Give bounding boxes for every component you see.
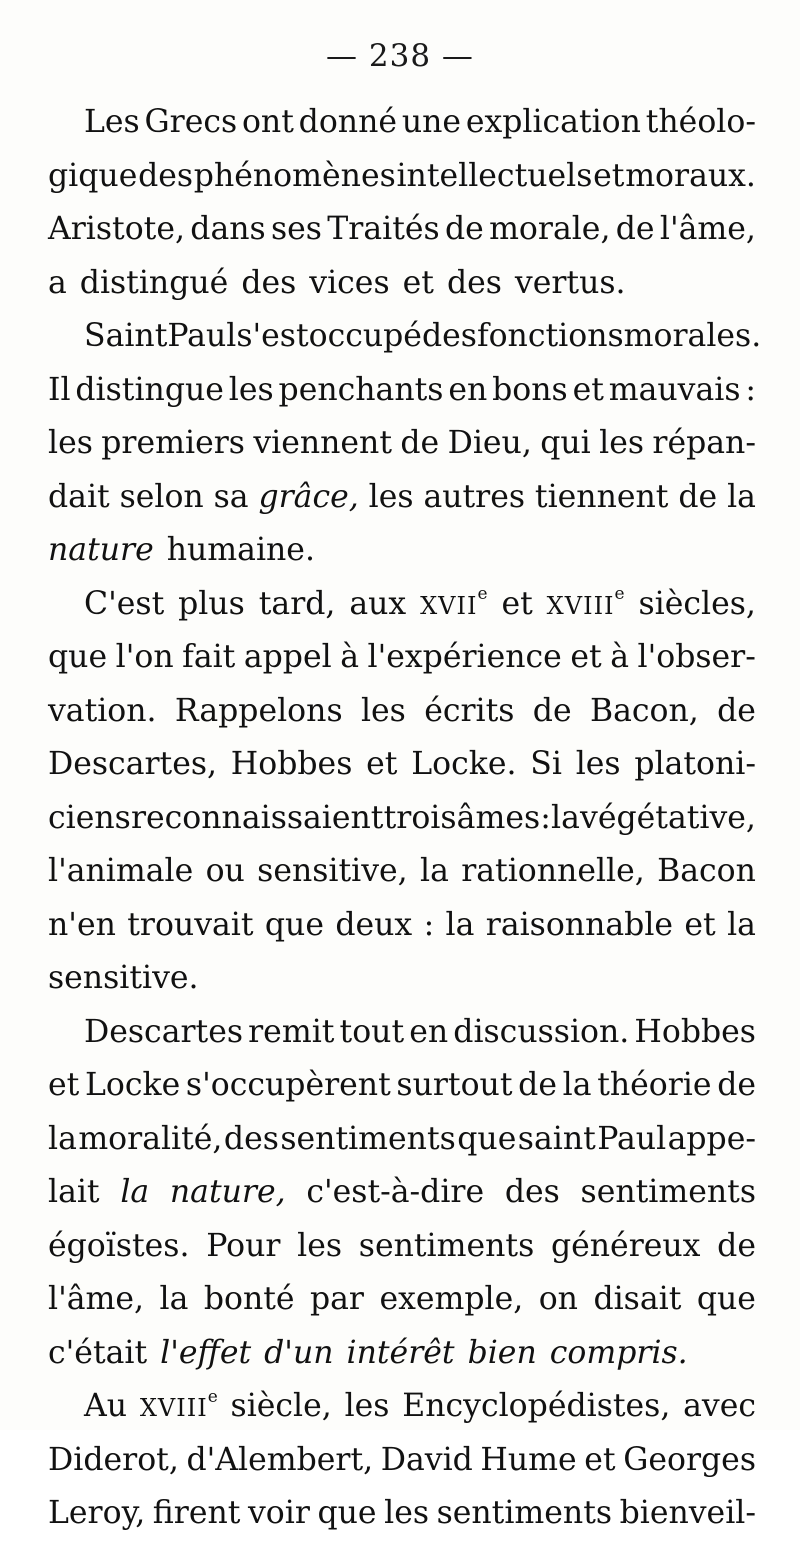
word: d'Alembert, <box>186 1441 374 1478</box>
word: que <box>457 1120 517 1157</box>
word: l'animale <box>48 853 194 889</box>
word: premiers <box>101 425 245 461</box>
word: Saint <box>84 318 168 354</box>
word: une <box>401 104 462 140</box>
word: de <box>518 1067 557 1103</box>
word: la <box>727 906 756 943</box>
word: de <box>444 211 484 247</box>
page-number: — 238 — <box>326 38 474 74</box>
word: grâce, <box>258 478 359 515</box>
word: d'un <box>264 1334 334 1371</box>
word: la <box>445 906 475 943</box>
word: les <box>48 425 93 461</box>
word: Georges <box>623 1441 756 1478</box>
word: des <box>446 264 502 301</box>
word: saint <box>517 1120 596 1157</box>
word: a <box>48 264 67 301</box>
word: Rappelons <box>174 692 343 729</box>
word: Encyclopédistes, <box>402 1388 671 1424</box>
word: ont <box>241 104 294 140</box>
word: siècles, <box>638 585 756 622</box>
word: rationnelle, <box>461 853 645 889</box>
word: discussion. <box>453 1013 630 1050</box>
word: Hume <box>480 1441 577 1478</box>
word: on <box>538 1281 578 1317</box>
text-line <box>48 257 756 311</box>
word: en <box>409 1013 449 1050</box>
text-line <box>48 1273 756 1327</box>
text-line <box>48 364 756 418</box>
word: plus <box>178 585 245 622</box>
word: moraux. <box>625 157 756 194</box>
word: des <box>504 1174 560 1210</box>
word: les <box>297 1227 343 1264</box>
text-line <box>48 1327 756 1381</box>
word: dans <box>190 211 266 247</box>
word: la <box>551 799 580 836</box>
text-line <box>48 310 762 364</box>
word: théolo- <box>645 104 756 140</box>
text-line <box>48 685 756 739</box>
word: Il <box>48 371 71 408</box>
word: c'était <box>48 1334 148 1371</box>
word: de <box>717 1067 756 1103</box>
word: Au <box>84 1388 128 1424</box>
text-line <box>48 631 756 685</box>
word: et <box>366 746 398 782</box>
word: l'âme, <box>48 1281 145 1317</box>
body-text <box>48 96 762 1541</box>
word: disait <box>593 1281 682 1317</box>
word: : <box>540 799 551 836</box>
word: Hobbes <box>634 1013 756 1050</box>
word: les <box>575 746 621 782</box>
word: de <box>532 692 572 729</box>
word: : <box>745 371 756 408</box>
word: distingue <box>75 371 224 408</box>
text-line <box>48 792 756 846</box>
word: voir <box>248 1495 310 1531</box>
word: n'en <box>48 906 116 943</box>
word: compris. <box>549 1334 688 1371</box>
word: ses <box>270 211 322 247</box>
word: bonté <box>203 1281 295 1317</box>
word: ciens <box>48 799 131 836</box>
word: trois <box>383 799 457 836</box>
word: penchants <box>278 371 444 408</box>
word: occupé <box>308 318 422 354</box>
word: fait <box>182 639 236 675</box>
word: sensitive. <box>48 960 199 996</box>
word: intellectuels <box>396 157 593 194</box>
word: la <box>48 1120 77 1157</box>
word: : <box>423 906 435 943</box>
word: siècle, <box>230 1388 332 1424</box>
word: Traités <box>327 211 440 247</box>
word: et <box>501 585 533 622</box>
text-line <box>48 150 756 204</box>
word: Descartes <box>84 1013 244 1050</box>
word: avec <box>683 1388 756 1424</box>
word: David <box>380 1441 473 1478</box>
word: selon <box>119 478 204 515</box>
text-line <box>48 524 756 578</box>
word: Diderot, <box>48 1441 179 1478</box>
word: Si <box>530 746 562 782</box>
word: reconnaissaient <box>130 799 384 836</box>
word: que <box>696 1281 756 1317</box>
word: et <box>48 1067 80 1103</box>
word: Dieu, <box>447 425 532 461</box>
word: l'obser- <box>637 639 756 675</box>
word: de <box>615 211 655 247</box>
word: gique <box>48 157 138 194</box>
word: platoni- <box>634 746 756 782</box>
word: nature, <box>169 1174 286 1210</box>
word: intérêt <box>346 1334 455 1371</box>
word: vertus. <box>514 264 626 301</box>
word: XVIIIe <box>546 584 625 620</box>
word: autres <box>423 478 526 515</box>
word: âmes <box>456 799 541 836</box>
word: et <box>684 906 716 943</box>
text-line <box>48 1059 756 1113</box>
word: et <box>570 639 602 675</box>
word: les <box>360 692 406 729</box>
word: et <box>593 157 625 194</box>
word: firent <box>152 1495 241 1531</box>
text-line <box>48 1487 756 1541</box>
word: sentiments <box>280 1120 456 1157</box>
word: les <box>344 1388 390 1424</box>
word: moralité, <box>78 1120 223 1157</box>
word: viennent <box>253 425 393 461</box>
word: que <box>264 906 324 943</box>
word: à <box>340 639 359 675</box>
word: XVIIe <box>420 584 488 620</box>
word: les <box>599 425 645 461</box>
word: explication <box>465 104 641 140</box>
text-line <box>48 417 756 471</box>
word: de <box>717 1227 756 1264</box>
word: généreux <box>550 1227 701 1264</box>
word: la <box>562 1067 592 1103</box>
word: sentiments <box>436 1495 613 1531</box>
word: Aristote, <box>48 211 185 247</box>
word: Grecs <box>144 104 238 140</box>
word: que <box>317 1495 377 1531</box>
word: phénomènes <box>193 157 396 194</box>
word: bons <box>492 371 568 408</box>
word: que <box>48 639 108 675</box>
word: par <box>309 1281 364 1317</box>
word: dait <box>48 478 110 515</box>
word: la <box>159 1281 189 1317</box>
word: nature <box>48 532 154 568</box>
word: répan- <box>652 425 756 461</box>
word: la <box>420 853 449 889</box>
word: écrits <box>424 692 515 729</box>
word: tiennent <box>534 478 669 515</box>
word: vation. <box>48 692 157 729</box>
text-line <box>48 1380 756 1434</box>
word: de <box>717 692 756 729</box>
word: remit <box>248 1013 335 1050</box>
text-line <box>48 952 756 1006</box>
word: morales. <box>623 318 762 354</box>
word: tard, <box>258 585 336 622</box>
word: l'expérience <box>367 639 562 675</box>
word: Les <box>84 104 140 140</box>
word: surtout <box>396 1067 513 1103</box>
word: bienveil- <box>619 1495 756 1531</box>
word: c'est-à-dire <box>306 1174 485 1210</box>
word: Hobbes <box>230 746 353 782</box>
word: s'occupèrent <box>185 1067 391 1103</box>
word: s'est <box>236 318 309 354</box>
text-line <box>48 578 756 632</box>
word: égoïstes. <box>48 1227 190 1264</box>
word: Pour <box>206 1227 281 1264</box>
word: et <box>572 371 604 408</box>
word: et <box>584 1441 616 1478</box>
word: distingué <box>79 264 229 301</box>
word: XVIIIe <box>139 1386 218 1422</box>
word: et <box>402 264 434 301</box>
word: Leroy, <box>48 1495 146 1531</box>
word: l'on <box>115 639 174 675</box>
word: deux <box>335 906 413 943</box>
word: trouvait <box>127 906 254 943</box>
word: Bacon <box>657 853 756 889</box>
text-line <box>48 471 756 525</box>
word: Descartes, <box>48 746 218 782</box>
word: en <box>448 371 488 408</box>
word: de <box>400 425 440 461</box>
word: végétative, <box>580 799 756 836</box>
word: la <box>727 478 756 515</box>
word: les <box>228 371 274 408</box>
word: aux <box>349 585 407 622</box>
word: l'effet <box>160 1334 252 1371</box>
word: qui <box>540 425 591 461</box>
word: sa <box>213 478 249 515</box>
word: des <box>241 264 297 301</box>
text-line <box>48 1166 756 1220</box>
word: appel <box>243 639 332 675</box>
word: ou <box>205 853 245 889</box>
word: tout <box>339 1013 405 1050</box>
word: Bacon, <box>589 692 699 729</box>
word: humaine. <box>166 532 315 568</box>
word: sentiments <box>580 1174 756 1210</box>
word: appe- <box>667 1120 756 1157</box>
word: Paul <box>597 1120 667 1157</box>
word: de <box>678 478 718 515</box>
word: raisonnable <box>485 906 674 943</box>
text-line <box>48 1434 756 1488</box>
word: lait <box>48 1174 100 1210</box>
word: à <box>610 639 629 675</box>
word: mauvais <box>608 371 741 408</box>
word: la <box>120 1174 150 1210</box>
text-line <box>48 845 756 899</box>
word: Locke <box>84 1067 181 1103</box>
word: des <box>138 157 194 194</box>
word: fonctions <box>476 318 624 354</box>
text-line <box>48 899 756 953</box>
word: Paul <box>167 318 237 354</box>
text-line <box>48 738 756 792</box>
word: l'âme, <box>659 211 756 247</box>
text-line <box>48 203 756 257</box>
word: Locke. <box>411 746 517 782</box>
word: C'est <box>84 585 165 622</box>
word: sensitive, <box>257 853 408 889</box>
word: vices <box>309 264 390 301</box>
word: des <box>223 1120 279 1157</box>
word: des <box>421 318 477 354</box>
word: bien <box>467 1334 537 1371</box>
text-line <box>48 1220 756 1274</box>
word: morale, <box>489 211 611 247</box>
word: théorie <box>597 1067 712 1103</box>
word: les <box>384 1495 430 1531</box>
word: les <box>368 478 414 515</box>
text-line <box>48 1006 756 1060</box>
text-line <box>48 1113 756 1167</box>
word: exemple, <box>379 1281 524 1317</box>
word: sentiments <box>358 1227 535 1264</box>
text-line <box>48 96 756 150</box>
word: donné <box>298 104 398 140</box>
